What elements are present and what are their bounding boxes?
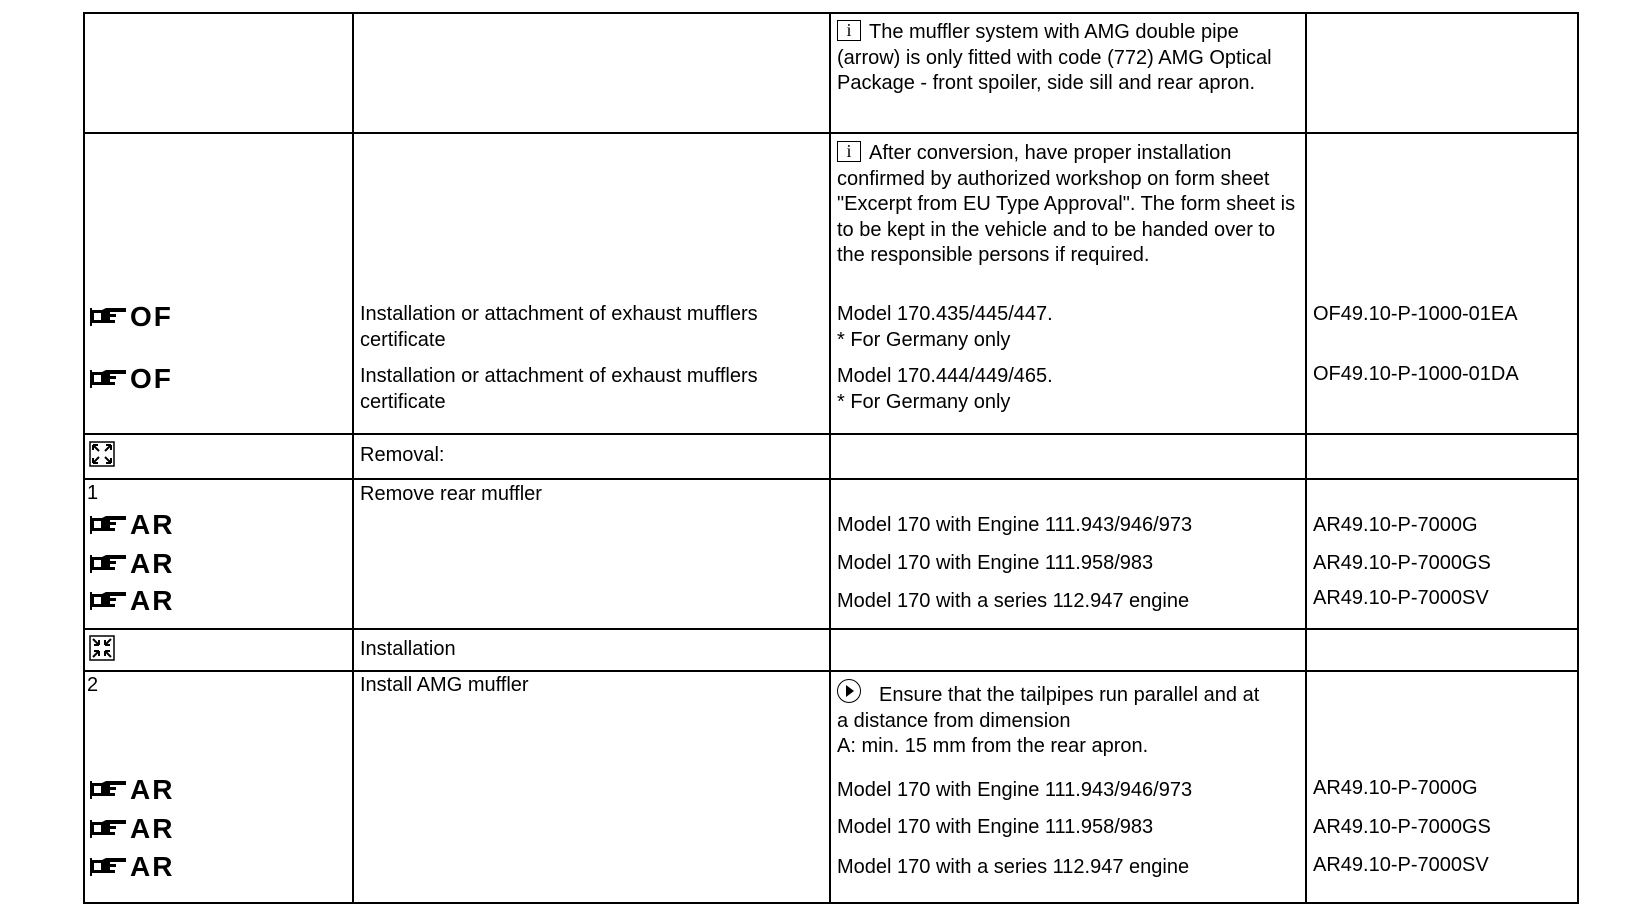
model-text: Model 170 with Engine 111.958/983 — [837, 816, 1154, 838]
row-divider-2 — [83, 433, 1579, 435]
document-number[interactable]: AR49.10-P-7000SV — [1313, 587, 1489, 609]
note-text: Ensure that the tailpipes run parallel and at — [879, 684, 1260, 706]
table-border-right — [1577, 12, 1579, 904]
note-text: The muffler system with AMG double pipe (arrow) is only fitted with code (772) AMG Optical Package - front spoiler, side sill and rear apron. — [837, 21, 1272, 94]
removal-icon — [89, 441, 115, 467]
installation-icon — [89, 635, 115, 661]
section-label: Removal: — [360, 444, 445, 466]
step-action: Remove rear muffler — [360, 483, 542, 505]
document-number[interactable]: AR49.10-P-7000GS — [1313, 552, 1491, 574]
model-text: Model 170 with Engine 111.943/946/973 — [837, 779, 1193, 801]
note-cell — [837, 20, 1299, 97]
pointing-hand-icon — [88, 512, 128, 538]
country-text: * For Germany only — [837, 390, 1011, 413]
info-icon: i — [837, 20, 861, 41]
model-cell — [837, 302, 1299, 353]
note-text: A: min. 15 mm from the rear apron. — [837, 735, 1149, 757]
model-cell — [837, 364, 1299, 415]
reference-link[interactable] — [88, 547, 174, 581]
row-divider-4 — [83, 628, 1579, 630]
reference-code: AR — [130, 774, 175, 805]
row-divider-3 — [83, 478, 1579, 480]
reference-code: OF — [130, 363, 173, 394]
notice-icon — [837, 679, 861, 703]
country-text: * For Germany only — [837, 328, 1011, 351]
model-text: Model 170 with a series 112.947 engine — [837, 590, 1190, 612]
reference-code: AR — [130, 813, 175, 844]
row-divider-1 — [83, 132, 1579, 134]
document-number[interactable]: OF49.10-P-1000-01DA — [1313, 363, 1519, 385]
reference-link[interactable] — [88, 584, 174, 618]
step-number: 1 — [87, 482, 99, 504]
section-label: Installation — [360, 638, 456, 660]
model-text: Model 170 with a series 112.947 engine — [837, 856, 1190, 878]
pointing-hand-icon — [88, 816, 128, 842]
pointing-hand-icon — [88, 304, 128, 330]
reference-link[interactable] — [88, 508, 174, 542]
pointing-hand-icon — [88, 366, 128, 392]
reference-link[interactable] — [88, 300, 173, 334]
reference-link[interactable] — [88, 850, 174, 884]
reference-description: Installation or attachment of exhaust mufflers certificate — [360, 365, 758, 413]
note-cell — [837, 679, 1302, 760]
column-divider-2 — [829, 12, 831, 904]
reference-code: AR — [130, 509, 175, 540]
reference-code: AR — [130, 585, 175, 616]
table-border-bottom — [83, 902, 1579, 904]
pointing-hand-icon — [88, 777, 128, 803]
step-action: Install AMG muffler — [360, 674, 529, 696]
pointing-hand-icon — [88, 588, 128, 614]
row-divider-5 — [83, 670, 1579, 672]
reference-code: AR — [130, 548, 175, 579]
reference-link[interactable] — [88, 362, 173, 396]
reference-link[interactable] — [88, 773, 174, 807]
note-text: After conversion, have proper installation confirmed by authorized workshop on form sheet "Excerpt from EU Type Approval". The form sheet is to be kept in the vehicle and to be handed over to the responsible persons if required. — [837, 142, 1296, 266]
reference-description: Installation or attachment of exhaust mufflers certificate — [360, 303, 758, 351]
pointing-hand-icon — [88, 551, 128, 577]
reference-code: OF — [130, 301, 173, 332]
model-text: Model 170.435/445/447. — [837, 303, 1053, 325]
note-text: a distance from dimension — [837, 709, 1071, 732]
reference-link[interactable] — [88, 812, 174, 846]
model-text: Model 170.444/449/465. — [837, 365, 1053, 387]
document-number[interactable]: AR49.10-P-7000GS — [1313, 816, 1491, 838]
table-border-left — [83, 12, 85, 904]
document-number[interactable]: AR49.10-P-7000G — [1313, 777, 1478, 799]
column-divider-1 — [352, 12, 354, 904]
document-number[interactable]: OF49.10-P-1000-01EA — [1313, 303, 1518, 325]
model-text: Model 170 with Engine 111.958/983 — [837, 552, 1154, 574]
model-text: Model 170 with Engine 111.943/946/973 — [837, 514, 1193, 536]
pointing-hand-icon — [88, 854, 128, 880]
table-border-top — [83, 12, 1579, 14]
note-cell — [837, 141, 1299, 269]
document-number[interactable]: AR49.10-P-7000SV — [1313, 854, 1489, 876]
column-divider-3 — [1305, 12, 1307, 904]
info-icon: i — [837, 141, 861, 162]
document-number[interactable]: AR49.10-P-7000G — [1313, 514, 1478, 536]
reference-code: AR — [130, 851, 175, 882]
step-number: 2 — [87, 674, 99, 696]
